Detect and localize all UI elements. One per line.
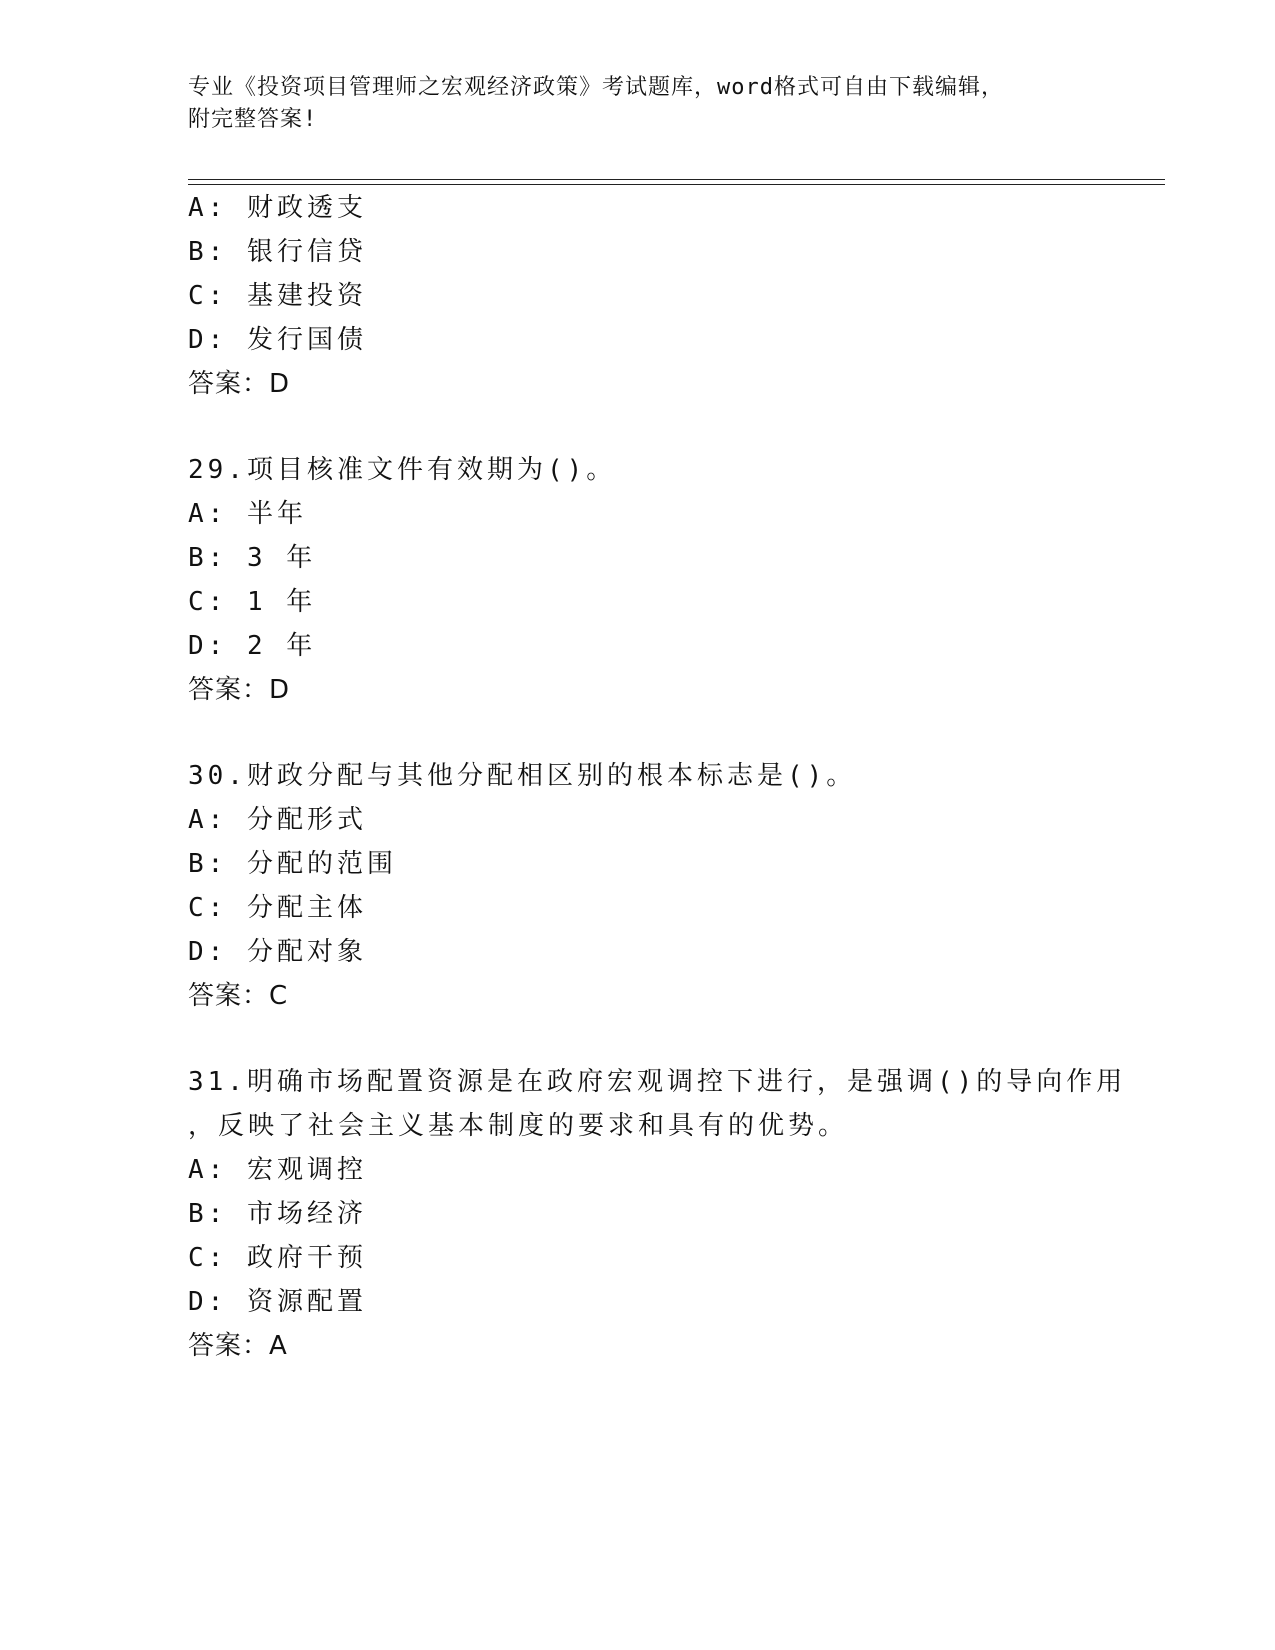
document-header bbox=[188, 72, 1088, 136]
q30-option-b: B: 分配的范围 bbox=[188, 849, 397, 879]
q29-option-b: B: 3 年 bbox=[188, 543, 317, 573]
q31-option-d: D: 资源配置 bbox=[188, 1287, 367, 1317]
header-line-1: 专业《投资项目管理师之宏观经济政策》考试题库，word格式可自由下载编辑， bbox=[188, 75, 1004, 100]
q30-option-c: C: 分配主体 bbox=[188, 893, 367, 923]
q31-option-b: B: 市场经济 bbox=[188, 1199, 367, 1229]
q31-option-c: C: 政府干预 bbox=[188, 1243, 367, 1273]
q31-stem-line-1: 31.明确市场配置资源是在政府宏观调控下进行，是强调()的导向作用 bbox=[188, 1067, 1127, 1097]
q30-stem: 30.财政分配与其他分配相区别的根本标志是()。 bbox=[188, 761, 857, 791]
q28-option-a: A: 财政透支 bbox=[188, 193, 367, 223]
q28-option-b: B: 银行信贷 bbox=[188, 237, 367, 267]
q29-option-a: A: 半年 bbox=[188, 499, 307, 529]
q31-option-a: A: 宏观调控 bbox=[188, 1155, 367, 1185]
q31-stem-line-2: ，反映了社会主义基本制度的要求和具有的优势。 bbox=[188, 1111, 849, 1141]
q28-answer: 答案：D bbox=[188, 369, 291, 399]
q28-option-c: C: 基建投资 bbox=[188, 281, 367, 311]
q29-option-c: C: 1 年 bbox=[188, 587, 317, 617]
q30-option-d: D: 分配对象 bbox=[188, 937, 367, 967]
q29-option-d: D: 2 年 bbox=[188, 631, 317, 661]
q30-option-a: A: 分配形式 bbox=[188, 805, 367, 835]
header-rule-bottom bbox=[188, 184, 1165, 185]
q31-answer: 答案：A bbox=[188, 1331, 288, 1361]
q29-answer: 答案：D bbox=[188, 675, 291, 705]
header-rule-top bbox=[188, 179, 1165, 180]
q28-option-d: D: 发行国债 bbox=[188, 325, 367, 355]
q30-answer: 答案：C bbox=[188, 981, 289, 1011]
header-line-2: 附完整答案! bbox=[188, 107, 318, 132]
q29-stem: 29.项目核准文件有效期为()。 bbox=[188, 455, 617, 485]
